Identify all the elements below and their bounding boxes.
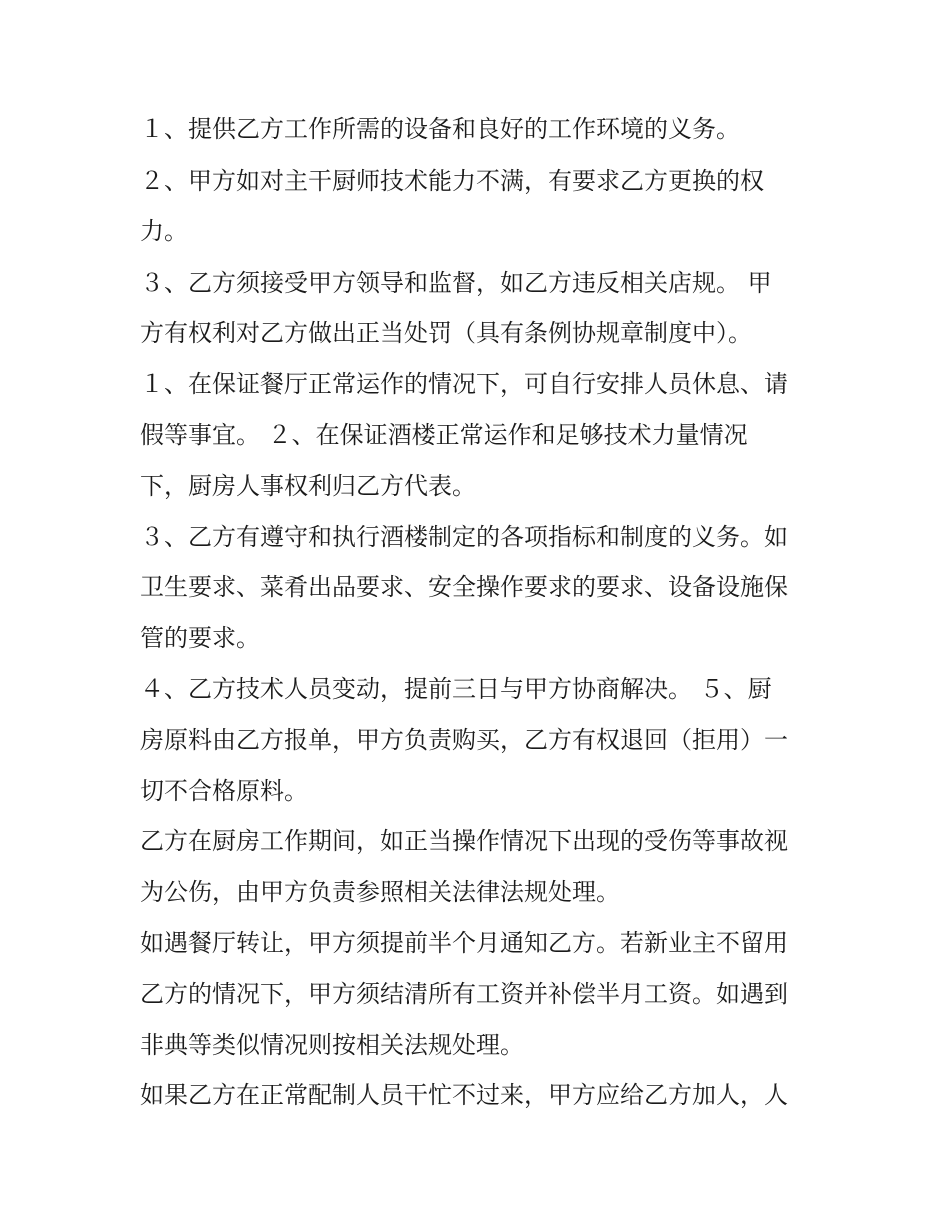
text-line: 如遇餐厅转让，甲方须提前半个月通知乙方。若新业主不留用	[140, 929, 788, 957]
text-line: １、在保证餐厅正常运作的情况下，可自行安排人员休息、请	[140, 370, 788, 398]
text-line: ３、乙方须接受甲方领导和监督，如乙方违反相关店规。 甲	[140, 269, 772, 297]
text-line: 卫生要求、菜肴出品要求、安全操作要求的要求、设备设施保	[140, 573, 788, 601]
text-line: 如果乙方在正常配制人员干忙不过来，甲方应给乙方加人，人	[140, 1081, 788, 1109]
text-line: ４、乙方技术人员变动，提前三日与甲方协商解决。 ５、厨	[140, 675, 772, 703]
text-line: 乙方的情况下，甲方须结清所有工资并补偿半月工资。如遇到	[140, 980, 788, 1008]
text-line: ３、乙方有遵守和执行酒楼制定的各项指标和制度的义务。如	[140, 523, 788, 551]
text-line: 力。	[140, 217, 188, 245]
text-line: 方有权利对乙方做出正当处罚（具有条例协规章制度中）。	[140, 319, 752, 347]
text-line: 房原料由乙方报单，甲方负责购买，乙方有权退回（拒用）一	[140, 726, 788, 754]
text-line: ２、甲方如对主干厨师技术能力不满，有要求乙方更换的权	[140, 167, 764, 195]
text-line: １、提供乙方工作所需的设备和良好的工作环境的义务。	[140, 115, 740, 143]
text-line: 假等事宜。 ２、在保证酒楼正常运作和足够技术力量情况	[140, 421, 748, 449]
text-line: 为公伤，由甲方负责参照相关法律法规处理。	[140, 878, 620, 906]
text-line: 切不合格原料。	[140, 777, 308, 805]
text-line: 乙方在厨房工作期间，如正当操作情况下出现的受伤等事故视	[140, 827, 788, 855]
text-line: 非典等类似情况则按相关法规处理。	[140, 1031, 524, 1059]
text-line: 管的要求。	[140, 624, 260, 652]
text-line: 下，厨房人事权利归乙方代表。	[140, 472, 476, 500]
